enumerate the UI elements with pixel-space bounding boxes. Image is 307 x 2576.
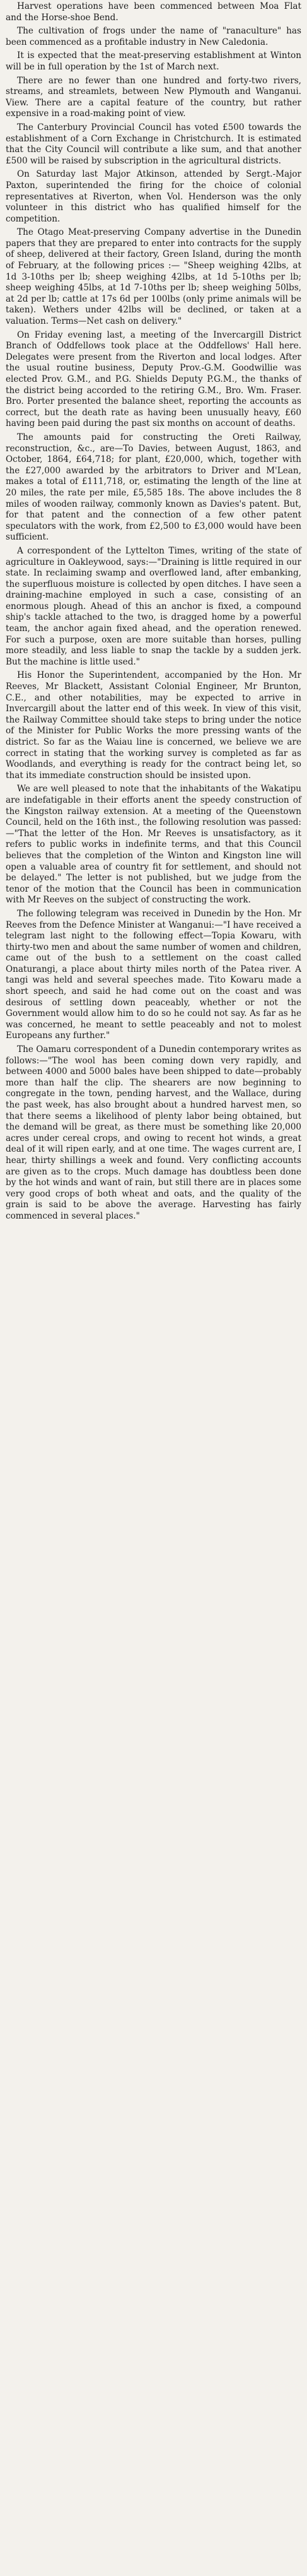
news-paragraph: There are no fewer than one hundred and forty-two rivers, streams, and streamlets, between New Plymouth and Wanganui. View. There are a capital feature of the country, but rather expensive in a road-making point of view. (6, 75, 301, 119)
news-paragraph: It is expected that the meat-preserving establishment at Winton will be in full operation by the 1st of March next. (6, 50, 301, 72)
newspaper-column (6, 0, 301, 1222)
news-paragraph: The Oamaru correspondent of a Dunedin contemporary writes as follows:—"The wool has been coming down very rapidly, and between 4000 and 5000 bales have been shipped to date—probably more than half the clip. The shearers are now beginning to congregate in the town, pending harvest, and the Wallace, during the past week, has also brought about a hundred harvest men, so that there seems a likelihood of plenty labor being obtained, but the demand will be great, as there must be something like 20,000 acres under cereal crops, and owing to recent hot winds, a great deal of it will ripen early, and at one time. The wages current are, I hear, thirty shillings a week and found. Very conflicting accounts are given as to the crops. Much damage has doubtless been done by the hot winds and want of rain, but still there are in places some very good crops of both wheat and oats, and the quality of the grain is said to be above the average. Harvesting has fairly commenced in several places." (6, 1044, 301, 1221)
news-paragraph: We are well pleased to note that the inhabitants of the Wakatipu are indefatigable in their efforts anent the speedy construction of the Kingston railway extension. At a meeting of the Queenstown Council, held on the 16th inst., the following resolution was passed:—"That the letter of the Hon. Mr Reeves is unsatisfactory, as it refers to public works in indefinite terms, and that this Council believes that the completion of the Winton and Kingston line will open a valuable area of country fit for settlement, and should not be delayed." The letter is not published, but we judge from the tenor of the motion that the Council has been in communication with Mr Reeves on the subject of constructing the work. (6, 784, 301, 906)
news-paragraph: The Canterbury Provincial Council has voted £500 towards the establishment of a Corn Exchange in Christchurch. It is estimated that the City Council will contribute a like sum, and that another £500 will be raised by subscription in the agricultural districts. (6, 122, 301, 166)
news-paragraph: The following telegram was received in Dunedin by the Hon. Mr Reeves from the Defence Minister at Wanganui:—"I have received a telegram last night to the following effect—Topia Kowaru, with thirty-two men and about the same number of women and children, came out of the bush to a settlement on the coast called Onaturangi, a place about thirty miles north of the Patea river. A tangi was held and several speeches made. Tito Kowaru made a short speech, and said he had come out on the coast and was desirous of settling down peaceably, whether or not the Government would allow him to do so he could not say. As far as he was concerned, he meant to settle peaceably and not to molest Europeans any further." (6, 908, 301, 1041)
news-paragraph: On Friday evening last, a meeting of the Invercargill District Branch of Oddfellows took place at the Oddfellows' Hall here. Delegates were present from the Riverton and local lodges. After the usual routine business, Deputy Prov.-G.M. Goodwillie was elected Prov. G.M., and P.G. Shields Deputy P.G.M., the thanks of the district being accorded to the retiring G.M., Bro. Wm. Fraser. Bro. Porter presented the balance sheet, reporting the accounts as correct, but the death rate as having been unusually heavy, £60 having been paid during the past six months on account of deaths. (6, 329, 301, 429)
news-paragraph: A correspondent of the Lyttelton Times, writing of the state of agriculture in Oakleywood, says:—"Draining is little required in our state. In reclaiming swamp and overflowed land, after embanking, the superfluous moisture is collected by open ditches. I have seen a draining-machine employed in such a case, consisting of an enormous plough. Ahead of this an anchor is fixed, a compound ship's tackle attached to the two, is dragged home by a powerful team, the anchor again fixed ahead, and the operation renewed. For such a purpose, oxen are more suitable than horses, pulling more steadily, and less liable to snap the tackle by a sudden jerk. But the machine is little used." (6, 545, 301, 667)
news-paragraph: The cultivation of frogs under the name of "ranaculture" has been commenced as a profitable industry in New Caledonia. (6, 26, 301, 47)
news-paragraph: Harvest operations have been commenced between Moa Flat and the Horse-shoe Bend. (6, 1, 301, 23)
news-paragraph: On Saturday last Major Atkinson, attended by Sergt.-Major Paxton, superintended the firing for the choice of colonial representatives at Riverton, when Vol. Henderson was the only volunteer in this district who has qualified himself for the competition. (6, 169, 301, 224)
news-paragraph: The Otago Meat-preserving Company advertise in the Dunedin papers that they are prepared to enter into contracts for the supply of sheep, delivered at their factory, Green Island, during the month of February, at the following prices :— "Sheep weighing 42lbs, at 1d 3-10ths per lb; sheep weighing 42lbs, at 1d 5-10ths per lb; sheep weighing 45lbs, at 1d 7-10ths per lb; sheep weighing 50lbs, at 2d per lb; cattle at 17s 6d per 100lbs (only prime animals will be taken). Wethers under 42lbs will be declined, or taken at a valuation. Terms—Net cash on delivery." (6, 227, 301, 327)
news-paragraph: The amounts paid for constructing the Oreti Railway, reconstruction, &c., are—To Davies, between August, 1863, and October, 1864, £64,718; for plant, £20,000, which, together with the £27,000 awarded by the arbitrators to Driver and M'Lean, makes a total of £111,718, or, estimating the length of the line at 20 miles, the rate per mile, £5,585 18s. The above includes the 8 miles of wooden railway, commonly known as Davies's patent. But, for that patent and the connection of a few other patent speculators with the work, from £2,500 to £3,000 would have been sufficient. (6, 432, 301, 543)
news-paragraph: His Honor the Superintendent, accompanied by the Hon. Mr Reeves, Mr Blackett, Assistant Colonial Engineer, Mr Brunton, C.E., and other notabilities, may be expected to arrive in Invercargill about the latter end of this week. In view of this visit, the Railway Committee should take steps to bring under the notice of the Minister for Public Works the more pressing wants of the district. So far as the Waiau line is concerned, we believe we are correct in stating that the working survey is completed as far as Woodlands, and everything is ready for the contract being let, so that its immediate construction should be insisted upon. (6, 670, 301, 781)
